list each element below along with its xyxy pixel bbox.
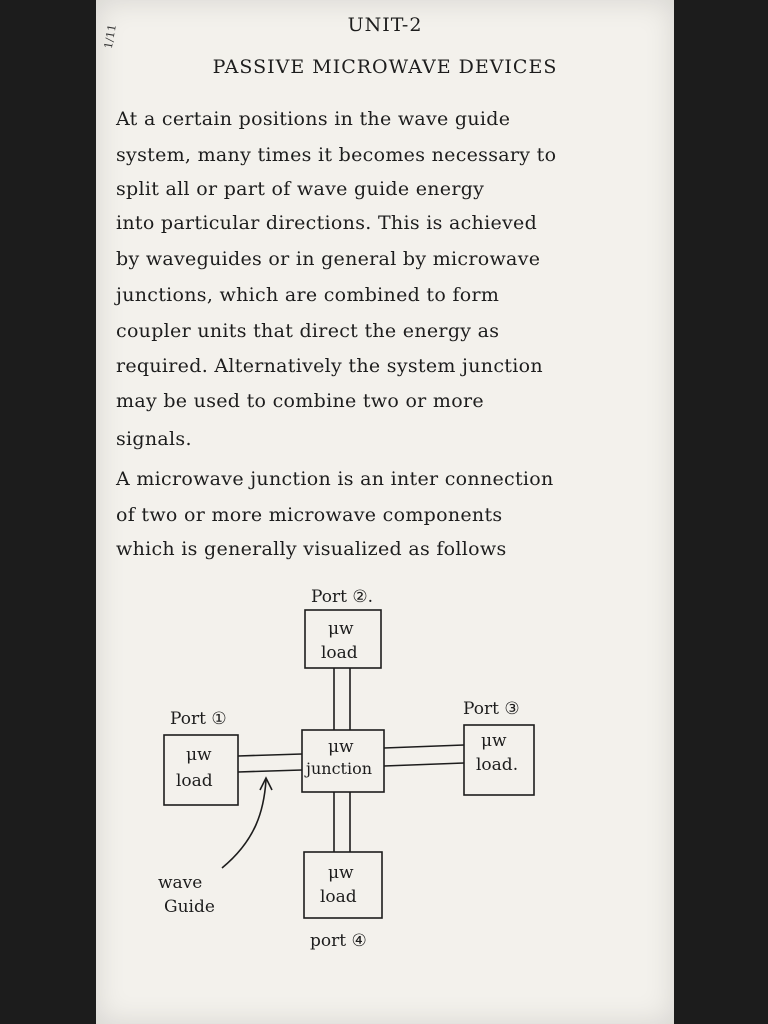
waveguide-left-bottom xyxy=(238,770,302,772)
port1-load-line2: load xyxy=(176,771,213,791)
text-line: which is generally visualized as follows xyxy=(116,538,507,560)
junction-line1: μw xyxy=(328,737,354,757)
side-note: 1/11 xyxy=(101,23,119,50)
port1-load-line1: μw xyxy=(186,745,212,765)
text-line: system, many times it becomes necessary to xyxy=(116,144,557,166)
port4-load-box xyxy=(304,852,382,918)
text-line: split all or part of wave guide energy xyxy=(116,178,485,200)
text-line: coupler units that direct the energy as xyxy=(116,320,500,342)
waveguide-left-top xyxy=(238,754,302,756)
port4-load-line1: μw xyxy=(328,863,354,883)
text-line: A microwave junction is an inter connection xyxy=(116,468,554,490)
text-line: signals. xyxy=(116,428,192,450)
text-line: by waveguides or in general by microwave xyxy=(116,248,541,270)
port4-label: port ④ xyxy=(310,931,367,951)
text-line: into particular directions. This is achieved xyxy=(116,212,538,234)
text-line: At a certain positions in the wave guide xyxy=(116,108,511,130)
port4-load-line2: load xyxy=(320,887,357,907)
waveguide-right-bottom xyxy=(384,763,464,766)
waveguide-right-top xyxy=(384,745,464,748)
waveguide-label-line1: wave xyxy=(158,873,203,893)
port3-load-line1: μw xyxy=(481,731,507,751)
text-line: required. Alternatively the system junction xyxy=(116,355,543,377)
notebook-page xyxy=(96,0,674,1024)
port2-load-line2: load xyxy=(321,643,358,663)
port3-load-line2: load. xyxy=(476,755,519,775)
port2-label: Port ②. xyxy=(311,587,373,607)
text-line: may be used to combine two or more xyxy=(116,390,484,412)
text-line: junctions, which are combined to form xyxy=(116,284,500,306)
waveguide-label-line2: Guide xyxy=(164,897,215,917)
port3-label: Port ③ xyxy=(463,699,520,719)
port1-label: Port ① xyxy=(170,709,227,729)
waveguide-arrow xyxy=(222,780,266,868)
page-subtitle: PASSIVE MICROWAVE DEVICES xyxy=(212,56,558,78)
page-title: UNIT-2 xyxy=(347,14,423,36)
junction-diagram xyxy=(96,580,674,980)
junction-line2: junction xyxy=(306,759,373,778)
port2-load-line1: μw xyxy=(328,619,354,639)
text-line: of two or more microwave components xyxy=(116,504,503,526)
